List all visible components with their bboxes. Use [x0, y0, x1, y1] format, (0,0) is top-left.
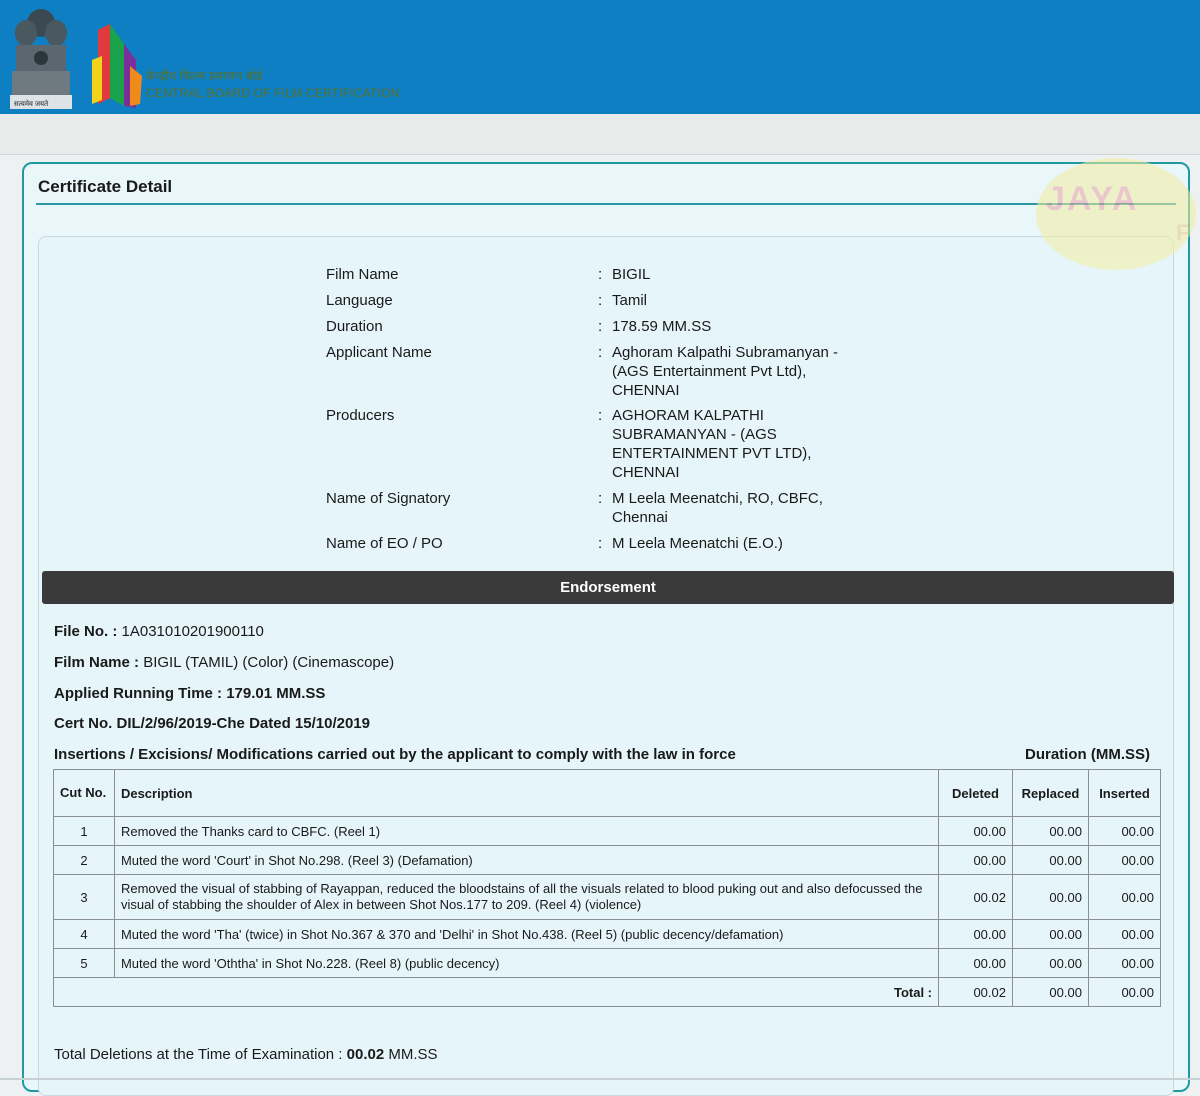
detail-value: M Leela Meenatchi, RO, CBFC, Chennai [612, 490, 823, 526]
applied-running-time: Applied Running Time : 179.01 MM.SS [54, 685, 326, 702]
header-inserted: Inserted [1088, 770, 1160, 817]
detail-value: 178.59 MM.SS [612, 318, 712, 335]
org-name [146, 68, 399, 102]
cut-inserted: 00.00 [1088, 817, 1160, 846]
detail-value: AGHORAM KALPATHI SUBRAMANYAN - (AGS ENTERTAINMENT PVT LTD), CHENNAI [612, 407, 812, 481]
cut-inserted: 00.00 [1088, 875, 1160, 920]
detail-label: Applicant Name [326, 344, 432, 361]
total-deletions [54, 1046, 438, 1063]
org-name-hindi: केन्द्रीय फिल्म प्रमाणन बोर्ड [146, 69, 263, 83]
page-title: Certificate Detail [38, 177, 173, 196]
endorsed-film-name [54, 654, 394, 671]
footer-divider [0, 1078, 1200, 1080]
total-label: Total : [54, 978, 939, 1007]
header-cut-no: Cut No. [54, 770, 115, 817]
table-row [54, 817, 1161, 846]
cuts-table [53, 769, 1161, 1007]
cert-number: Cert No. DIL/2/96/2019-Che Dated 15/10/2019 [54, 715, 370, 732]
detail-label: Language [326, 292, 393, 309]
detail-colon: : [598, 292, 603, 309]
org-name-english: CENTRAL BOARD OF FILM CERTIFICATION [146, 86, 400, 100]
cut-description: Removed the Thanks card to CBFC. (Reel 1) [114, 817, 938, 846]
table-row [54, 846, 1161, 875]
emblem-caption: सत्यमेव जयते [14, 101, 49, 108]
cut-replaced: 00.00 [1012, 920, 1088, 949]
cut-deleted: 00.00 [939, 846, 1013, 875]
file-number-label: File No. : [54, 623, 118, 640]
cut-number: 5 [54, 949, 115, 978]
cut-number: 3 [54, 875, 115, 920]
nav-bar [0, 114, 1200, 155]
watermark-text: JAYA [1046, 180, 1139, 218]
detail-label: Film Name [326, 266, 399, 283]
detail-colon: : [598, 490, 603, 507]
cut-deleted: 00.00 [939, 949, 1013, 978]
table-row [54, 920, 1161, 949]
header-deleted: Deleted [939, 770, 1013, 817]
site-header [0, 0, 1200, 114]
duration-heading: Duration (MM.SS) [1025, 746, 1150, 763]
cut-number: 4 [54, 920, 115, 949]
detail-colon: : [598, 535, 603, 552]
cut-description: Muted the word 'Court' in Shot No.298. (Reel 3) (Defamation) [114, 846, 938, 875]
watermark-logo [1036, 158, 1196, 270]
cut-deleted: 00.02 [939, 875, 1013, 920]
detail-colon: : [598, 344, 603, 361]
insertions-heading: Insertions / Excisions/ Modifications carried out by the applicant to comply with the law in force [54, 746, 736, 763]
cut-replaced: 00.00 [1012, 949, 1088, 978]
total-deletions-label: Total Deletions at the Time of Examination : [54, 1046, 343, 1063]
total-deletions-value: 00.02 [346, 1046, 385, 1063]
cuts-table-header [54, 770, 1161, 817]
detail-value: BIGIL [612, 266, 651, 283]
total-deleted: 00.02 [939, 978, 1013, 1007]
endorsement-heading: Endorsement [42, 571, 1174, 604]
detail-label: Producers [326, 407, 395, 424]
detail-value: M Leela Meenatchi (E.O.) [612, 535, 783, 552]
cut-number: 2 [54, 846, 115, 875]
detail-colon: : [598, 318, 603, 335]
title-divider [36, 203, 1176, 205]
total-inserted: 00.00 [1088, 978, 1160, 1007]
header-replaced: Replaced [1012, 770, 1088, 817]
cut-inserted: 00.00 [1088, 846, 1160, 875]
table-row [54, 875, 1161, 920]
endorsed-film-name-value: BIGIL (TAMIL) (Color) (Cinemascope) [143, 654, 395, 671]
cut-description: Muted the word 'Tha' (twice) in Shot No.367 & 370 and 'Delhi' in Shot No.438. (Reel 5) (public decency/defamation) [114, 920, 938, 949]
file-number-value: 1A031010201900110 [121, 623, 264, 640]
detail-label: Name of EO / PO [326, 535, 443, 552]
table-row [54, 949, 1161, 978]
cut-inserted: 00.00 [1088, 949, 1160, 978]
watermark-suffix: F [1176, 220, 1190, 245]
national-emblem-icon [8, 3, 74, 111]
table-total-row [54, 978, 1161, 1007]
file-number [54, 623, 264, 640]
header-description: Description [114, 770, 938, 817]
cut-number: 1 [54, 817, 115, 846]
cut-inserted: 00.00 [1088, 920, 1160, 949]
total-deletions-unit: MM.SS [388, 1046, 438, 1063]
cut-description: Removed the visual of stabbing of Rayappan, reduced the bloodstains of all the visuals related to blood puking out and also defocussed the visual of stabbing the shoulder of Alex in between Shot Nos.177 to 209. (Reel 4) (violence) [114, 875, 938, 920]
cut-deleted: 00.00 [939, 817, 1013, 846]
cut-replaced: 00.00 [1012, 846, 1088, 875]
detail-colon: : [598, 407, 603, 424]
detail-value: Tamil [612, 292, 648, 309]
endorsed-film-name-label: Film Name : [54, 654, 140, 671]
detail-label: Duration [326, 318, 383, 335]
detail-value: Aghoram Kalpathi Subramanyan - (AGS Entertainment Pvt Ltd), CHENNAI [612, 344, 838, 399]
total-replaced: 00.00 [1012, 978, 1088, 1007]
cut-description: Muted the word 'Oththa' in Shot No.228. (Reel 8) (public decency) [114, 949, 938, 978]
cut-replaced: 00.00 [1012, 817, 1088, 846]
detail-label: Name of Signatory [326, 490, 451, 507]
detail-colon: : [598, 266, 603, 283]
cbfc-logo-icon [90, 20, 142, 110]
cut-deleted: 00.00 [939, 920, 1013, 949]
cut-replaced: 00.00 [1012, 875, 1088, 920]
